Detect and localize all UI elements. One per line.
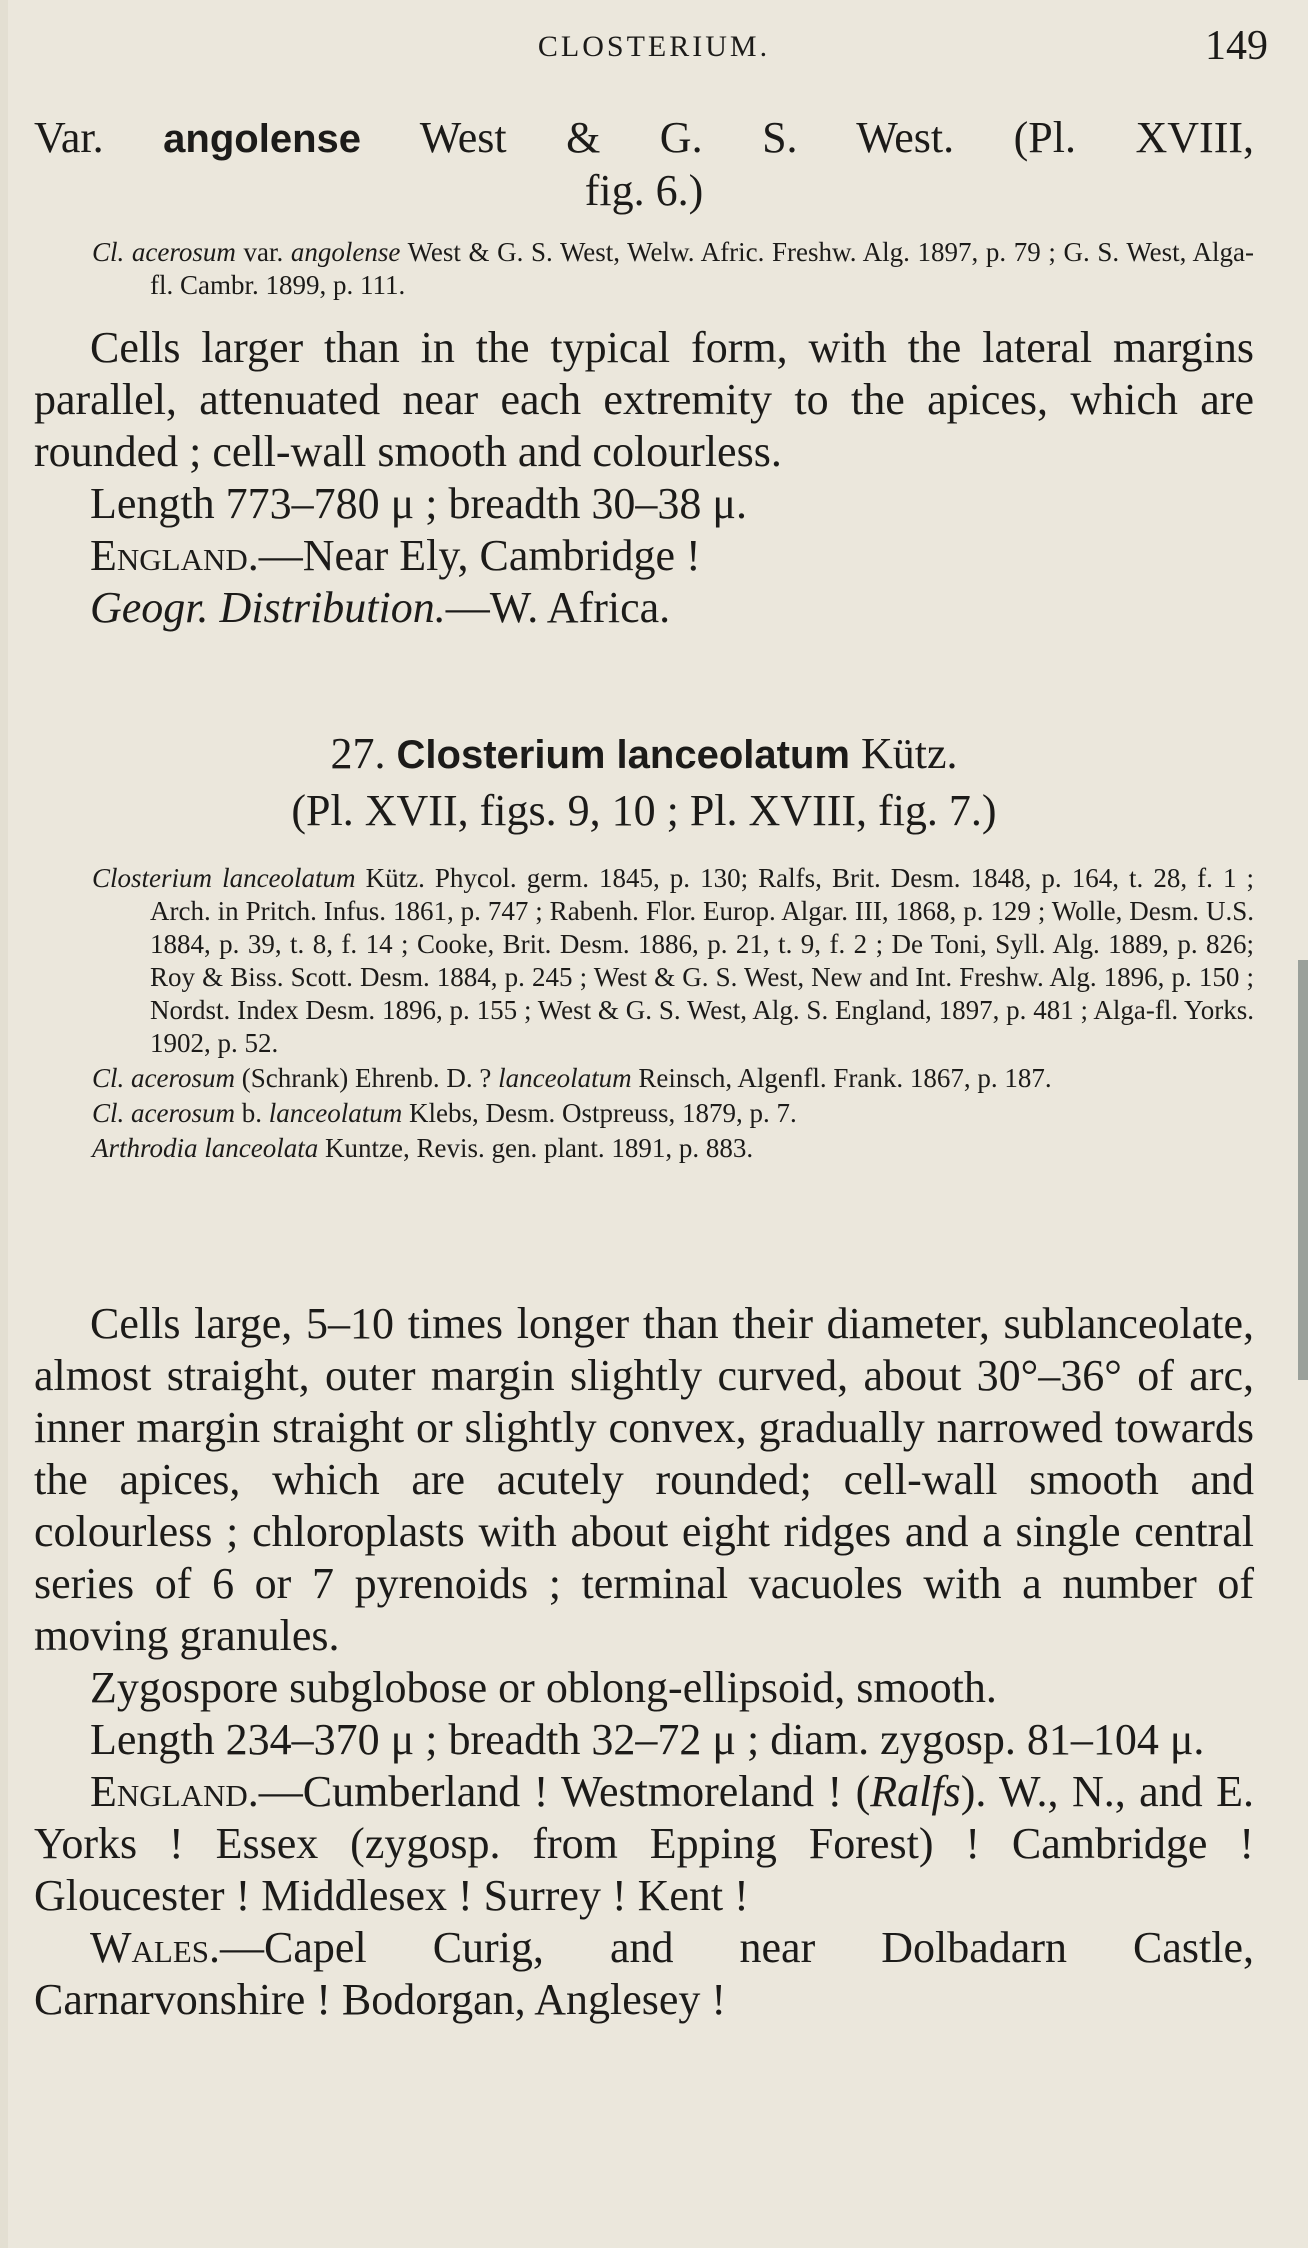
species-number: 27.: [330, 729, 386, 778]
syn4-name: Arthrodia lanceolata: [92, 1133, 319, 1163]
variety-heading: [34, 112, 1254, 217]
var-syn-rest: West & G. S. West, Welw. Afric. Freshw. Alg. 1897, p. 79 ; G. S. West, Alga-fl. Cambr. 1899, p. 111.: [150, 237, 1255, 300]
species-heading: [34, 728, 1254, 837]
species-name: Closterium lanceolatum: [396, 733, 850, 777]
species-wales-label: Wales.: [90, 1923, 221, 1972]
var-name: angolense: [163, 117, 361, 161]
species-synonymy: [34, 862, 1254, 1165]
syn3-rest: Klebs, Desm. Ostpreuss, 1879, p. 7.: [408, 1098, 797, 1128]
syn4-rest: Kuntze, Revis. gen. plant. 1891, p. 883.: [324, 1133, 754, 1163]
syn2-mid: (Schrank) Ehrenb. D. ?: [241, 1063, 492, 1093]
variety-synonymy: [34, 236, 1254, 302]
species-england-text-2: ). W., N., and E. Yorks ! Essex (zygosp. from Epping Forest) ! Cambridge ! Gloucester ! Middlesex ! Surrey ! Kent !: [34, 1767, 1255, 1920]
var-syn-epithet: angolense: [290, 237, 401, 267]
species-zygospore: Zygospore subglobose or oblong-ellipsoid, smooth.: [90, 1663, 997, 1712]
species-body: [34, 1298, 1254, 2026]
var-geogr-label: Geogr. Distribution.: [90, 583, 446, 632]
var-geogr-text: —W. Africa.: [445, 583, 671, 632]
var-plate-ref-2: fig. 6.): [584, 166, 704, 215]
synonym-entry: [92, 1132, 1254, 1165]
syn3-epithet: lanceolatum: [268, 1098, 403, 1128]
species-england-text-1: —Cumberland ! Westmoreland ! (: [258, 1767, 871, 1816]
var-england-label: England.: [90, 531, 259, 580]
running-title: CLOSTERIUM.: [537, 30, 771, 63]
var-description: Cells larger than in the typical form, with the lateral margins parallel, attenuated near each extremity to the apices, which are rounded ; cell-wall smooth and colourless.: [34, 323, 1254, 476]
var-syn-var: var.: [243, 237, 284, 267]
species-authority: Kütz.: [860, 729, 958, 778]
page-left-edge: [0, 0, 8, 2248]
species-england-ralfs: Ralfs: [870, 1767, 961, 1816]
var-plate-ref: (Pl. XVIII,: [1013, 113, 1254, 162]
syn2-epithet: lanceolatum: [498, 1063, 632, 1093]
page-number: 149: [1205, 23, 1268, 69]
running-header: [40, 22, 1268, 72]
synonym-entry: [92, 1097, 1254, 1130]
species-description: Cells large, 5–10 times longer than their diameter, sublanceolate, almost straight, outer margin slightly curved, about 30°–36° of arc, inner margin straight or slightly convex, gradually narrowed towards the apices, which are acutely rounded; cell-wall smooth and colourless ; chloroplasts with about eight ridges and a single central series of 6 or 7 pyrenoids ; terminal vacuoles with a number of moving granules.: [34, 1299, 1254, 1660]
page-right-edge: [1298, 960, 1308, 1380]
var-authority: West & G. S. West.: [419, 113, 955, 162]
syn2-name: Cl. acerosum: [92, 1063, 235, 1093]
synonym-entry: [92, 1062, 1254, 1095]
var-measurements: Length 773–780 μ ; breadth 30–38 μ.: [90, 479, 747, 528]
variety-body: [34, 322, 1254, 634]
var-syn-genus: Cl. acerosum: [92, 237, 236, 267]
species-measurements: Length 234–370 μ ; breadth 32–72 μ ; diam. zygosp. 81–104 μ.: [90, 1715, 1205, 1764]
synonym-entry: [92, 862, 1254, 1060]
species-wales-text: —Capel Curig, and near Dolbadarn Castle, Carnarvonshire ! Bodorgan, Anglesey !: [34, 1923, 1254, 2024]
syn1-name: Closterium lanceolatum: [92, 863, 356, 893]
var-prefix: Var.: [34, 113, 104, 162]
var-england-text: —Near Ely, Cambridge !: [258, 531, 701, 580]
species-england-label: England.: [90, 1767, 259, 1816]
syn1-rest: Kütz. Phycol. germ. 1845, p. 130; Ralfs, Brit. Desm. 1848, p. 164, t. 28, f. 1 ; Arch. in Pritch. Infus. 1861, p. 747 ; Rabenh. Flor. Europ. Algar. III, 1868, p. 129 ; Wolle, Desm. U.S. 1884, p. 39, t. 8, f. 14 ; Cooke, Brit. Desm. 1886, p. 21, t. 9, f. 2 ; De Toni, Syll. Alg. 1889, p. 826; Roy & Biss. Scott. Desm. 1884, p. 245 ; West & G. S. West, New and Int. Freshw. Alg. 1896, p. 150 ; Nordst. Index Desm. 1896, p. 155 ; West & G. S. West, Alg. S. England, 1897, p. 481 ; Alga-fl. Yorks. 1902, p. 52.: [150, 863, 1254, 1058]
syn2-rest: Reinsch, Algenfl. Frank. 1867, p. 187.: [638, 1063, 1052, 1093]
syn3-mid: b.: [241, 1098, 262, 1128]
species-plate-ref: (Pl. XVII, figs. 9, 10 ; Pl. XVIII, fig. 7.): [291, 786, 997, 835]
syn3-name: Cl. acerosum: [92, 1098, 235, 1128]
